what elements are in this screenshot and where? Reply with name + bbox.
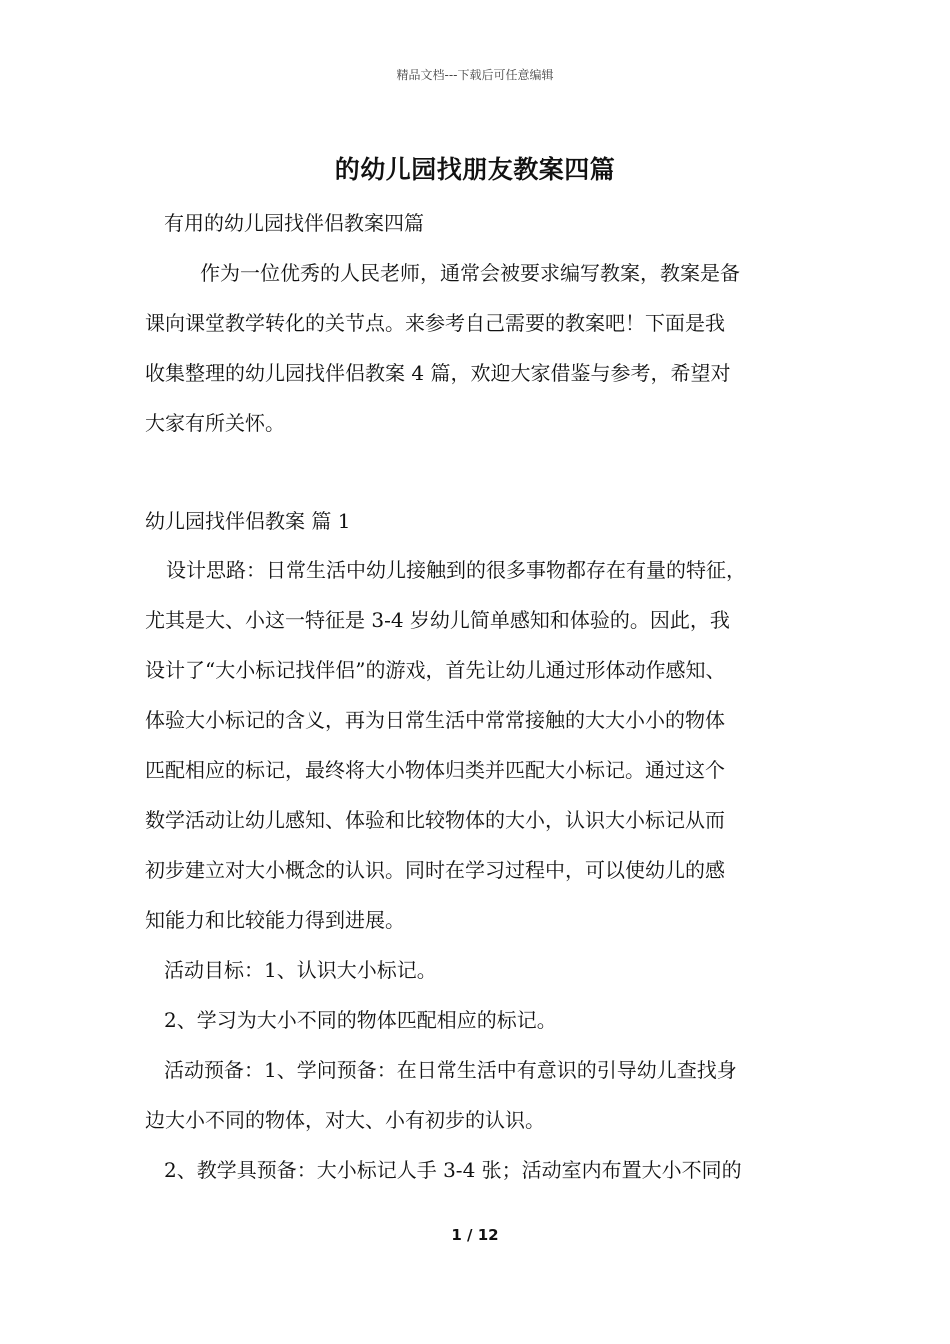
paragraph-line: 匹配相应的标记，最终将大小物体归类并匹配大小标记。通过这个: [145, 758, 725, 782]
paragraph-line: 2、教学具预备：大小标记人手 3-4 张；活动室内布置大小不同的: [164, 1158, 742, 1182]
paragraph-line: 尤其是大、小这一特征是 3-4 岁幼儿简单感知和体验的。因此，我: [145, 608, 730, 632]
paragraph-line: 2、学习为大小不同的物体匹配相应的标记。: [164, 1008, 557, 1032]
paragraph-line: 活动预备：1、学问预备：在日常生活中有意识的引导幼儿查找身: [164, 1058, 737, 1082]
subtitle-line: 有用的幼儿园找伴侣教案四篇: [164, 211, 424, 235]
page-number: 1 / 12: [451, 1226, 499, 1244]
paragraph-line: 课向课堂教学转化的关节点。来参考自己需要的教案吧！下面是我: [145, 311, 725, 335]
paragraph-line: 活动目标：1、认识大小标记。: [164, 958, 437, 982]
paragraph-line: 大家有所关怀。: [145, 411, 285, 435]
paragraph-line: 收集整理的幼儿园找伴侣教案 4 篇，欢迎大家借鉴与参考，希望对: [145, 361, 731, 385]
page-header: 精品文档---下载后可任意编辑: [396, 68, 554, 82]
paragraph-line: 知能力和比较能力得到进展。: [145, 908, 405, 932]
document-title: 的幼儿园找朋友教案四篇: [334, 155, 616, 184]
paragraph-line: 数学活动让幼儿感知、体验和比较物体的大小，认识大小标记从而: [145, 808, 725, 832]
section-heading: 幼儿园找伴侣教案 篇 1: [145, 509, 351, 533]
paragraph-line: 体验大小标记的含义，再为日常生活中常常接触的大大小小的物体: [145, 708, 725, 732]
paragraph-line: 初步建立对大小概念的认识。同时在学习过程中，可以使幼儿的感: [145, 858, 725, 882]
paragraph-line: 边大小不同的物体，对大、小有初步的认识。: [145, 1108, 545, 1132]
paragraph-line: 设计了“大小标记找伴侣”的游戏，首先让幼儿通过形体动作感知、: [145, 658, 726, 682]
paragraph-line: 作为一位优秀的人民老师，通常会被要求编写教案，教案是备: [200, 261, 740, 285]
paragraph-line: 设计思路：日常生活中幼儿接触到的很多事物都存在有量的特征，: [166, 558, 746, 582]
